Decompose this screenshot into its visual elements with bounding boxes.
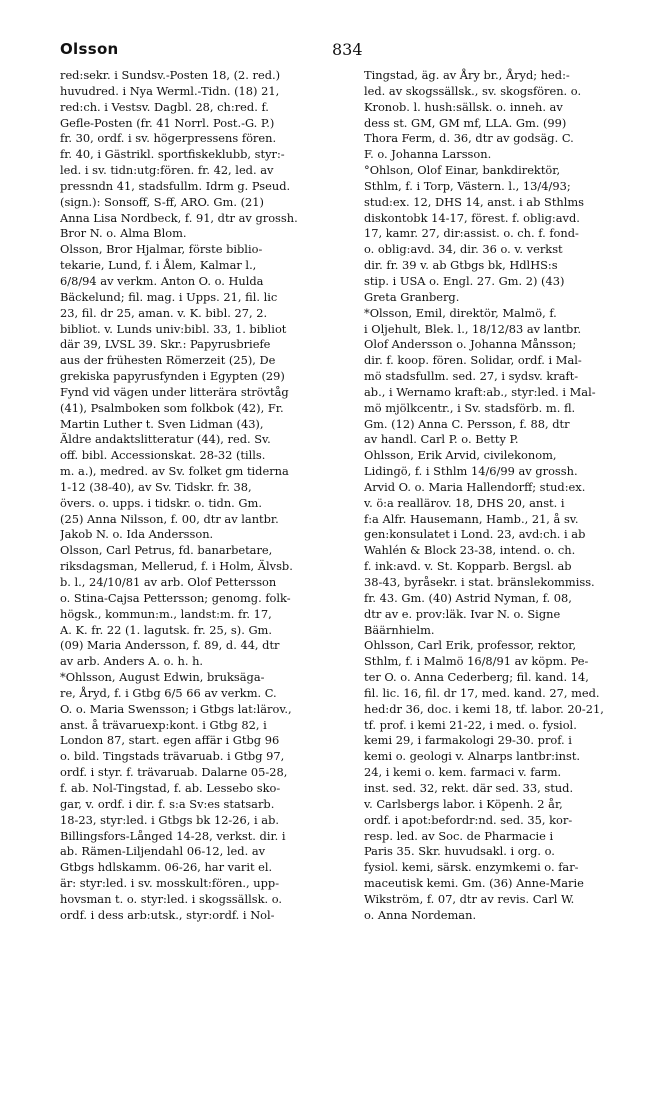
text-line: hed:dr 36, doc. i kemi 18, tf. labor. 20-21,	[364, 701, 604, 716]
text-line: gar, v. ordf. i dir. f. s:a Sv:es statsarb.	[60, 796, 275, 811]
text-line: f. ink:avd. v. St. Kopparb. Bergsl. ab	[364, 559, 572, 574]
text-line: Billingsfors-Långed 14-28, verkst. dir. i	[60, 828, 286, 843]
text-line: mö mjölkcentr., i Sv. stadsförb. m. fl.	[364, 400, 576, 415]
page-number: 834	[332, 40, 363, 59]
text-line: Gtbgs hdlskamm. 06-26, har varit el.	[60, 860, 273, 875]
text-line: grekiska papyrusfynden i Egypten (29)	[60, 369, 285, 384]
text-line: pressndn 41, stadsfullm. Idrm g. Pseud.	[60, 178, 291, 193]
text-line: av arb. Anders A. o. h. h.	[60, 654, 204, 669]
text-line: Sthlm, f. i Malmö 16/8/91 av köpm. Pe-	[364, 654, 589, 669]
text-line: red:sekr. i Sundsv.-Posten 18, (2. red.)	[60, 68, 281, 82]
text-line: Olsson, Carl Petrus, fd. banarbetare,	[60, 543, 273, 558]
text-line: v. Carlsbergs labor. i Köpenh. 2 år,	[364, 796, 563, 811]
text-line: där 39, LVSL 39. Skr.: Papyrusbriefe	[60, 337, 271, 352]
text-line: f:a Alfr. Hausemann, Hamb., 21, å sv.	[364, 511, 579, 526]
running-head: Olsson	[60, 40, 119, 58]
text-line: dir. f. koop. fören. Solidar, ordf. i Mal-	[364, 353, 582, 368]
text-line: aus der frühesten Römerzeit (25), De	[60, 353, 276, 368]
text-line: högsk., kommun:m., landst:m. fr. 17,	[60, 606, 272, 621]
text-line: 17, kamr. 27, dir:assist. o. ch. f. fond-	[364, 226, 579, 241]
text-line: A. K. fr. 22 (1. lagutsk. fr. 25, s). Gm.	[60, 622, 272, 637]
text-line: 1-12 (38-40), av Sv. Tidskr. fr. 38,	[60, 479, 252, 494]
text-line: kemi 29, i farmakologi 29-30. prof. i	[364, 733, 572, 748]
text-line: m. a.), medred. av Sv. folket gm tiderna	[60, 464, 289, 479]
text-line: Olsson, Bror Hjalmar, förste biblio-	[60, 242, 263, 257]
text-line: Äldre andaktslitteratur (44), red. Sv.	[60, 432, 271, 447]
text-line: riksdagsman, Mellerud, f. i Holm, Älvsb.	[60, 559, 293, 574]
text-line: (sign.): Sonsoff, S-ff, ARO. Gm. (21)	[60, 194, 264, 209]
text-line: Anna Lisa Nordbeck, f. 91, dtr av grossh.	[60, 210, 298, 225]
text-line: 23, fil. dr 25, aman. v. K. bibl. 27, 2.	[60, 305, 268, 320]
text-line: Tingstad, äg. av Åry br., Åryd; hed:-	[364, 68, 570, 82]
text-line: Bäckelund; fil. mag. i Upps. 21, fil. lic	[60, 289, 278, 304]
text-line: tekarie, Lund, f. i Ålem, Kalmar l.,	[60, 258, 257, 273]
text-line: i Oljehult, Blek. l., 18/12/83 av lantbr.	[364, 321, 582, 336]
text-line: är: styr:led. i sv. mosskult:fören., upp-	[60, 876, 280, 891]
text-line: ordf. i dess arb:utsk., styr:ordf. i Nol-	[60, 907, 275, 922]
text-line: huvudred. i Nya Werml.-Tidn. (18) 21,	[60, 83, 280, 98]
text-line: (09) Maria Andersson, f. 89, d. 44, dtr	[60, 638, 280, 653]
text-line: ter O. o. Anna Cederberg; fil. kand. 14,	[364, 670, 589, 685]
text-line: fil. lic. 16, fil. dr 17, med. kand. 27, med.	[364, 685, 600, 700]
text-line: Paris 35. Skr. huvudsakl. i org. o.	[364, 844, 555, 859]
text-line: 18-23, styr:led. i Gtbgs bk 12-26, i ab.	[60, 812, 279, 827]
text-line: o. Anna Nordeman.	[364, 907, 477, 922]
text-line: av handl. Carl P. o. Betty P.	[364, 432, 519, 447]
text-line: fr. 43. Gm. (40) Astrid Nyman, f. 08,	[364, 590, 572, 605]
text-line: b. l., 24/10/81 av arb. Olof Pettersson	[60, 575, 277, 589]
text-line: stud:ex. 12, DHS 14, anst. i ab Sthlms	[364, 194, 585, 209]
text-line: led. av skogssällsk., sv. skogsfören. o.	[364, 83, 582, 98]
text-line: London 87, start. egen affär i Gtbg 96	[60, 733, 280, 748]
text-line: anst. å trävaruexp:kont. i Gtbg 82, i	[60, 717, 267, 732]
text-line: Ohlsson, Erik Arvid, civilekonom,	[364, 448, 557, 463]
text-line: fr. 30, ordf. i sv. högerpressens fören.	[60, 131, 277, 146]
text-line: O. o. Maria Swensson; i Gtbgs lat:lärov.,	[60, 701, 292, 716]
text-line: re, Åryd, f. i Gtbg 6/5 66 av verkm. C.	[60, 685, 277, 700]
text-line: dir. fr. 39 v. ab Gtbgs bk, HdlHS:s	[364, 258, 558, 273]
text-line: °Ohlson, Olof Einar, bankdirektör,	[364, 163, 561, 178]
text-line: kemi o. geologi v. Alnarps lantbr:inst.	[364, 749, 581, 764]
text-line: Gm. (12) Anna C. Persson, f. 88, dtr	[364, 416, 570, 431]
text-line: 24, i kemi o. kem. farmaci v. farm.	[364, 765, 562, 780]
text-line: stip. i USA o. Engl. 27. Gm. 2) (43)	[364, 273, 565, 288]
text-line: tf. prof. i kemi 21-22, i med. o. fysiol.	[364, 717, 577, 732]
text-line: dtr av e. prov:läk. Ivar N. o. Signe	[364, 606, 561, 621]
text-line: ab. Rämen-Liljendahl 06-12, led. av	[60, 844, 266, 859]
text-line: o. bild. Tingstads trävaruab. i Gtbg 97,	[60, 749, 285, 764]
text-line: red:ch. i Vestsv. Dagbl. 28, ch:red. f.	[60, 99, 269, 114]
text-line: dess st. GM, GM mf, LLA. Gm. (99)	[364, 115, 567, 130]
text-line: ab., i Wernamo kraft:ab., styr:led. i Mal-	[364, 384, 596, 399]
text-line: off. bibl. Accessionskat. 28-32 (tills.	[60, 448, 266, 463]
text-line: Jakob N. o. Ida Andersson.	[60, 527, 214, 542]
text-line: led. i sv. tidn:utg:fören. fr. 42, led. av	[60, 163, 274, 178]
text-line: Fynd vid vägen under litterära strövtåg	[60, 384, 289, 399]
text-line: Lidingö, f. i Sthlm 14/6/99 av grossh.	[364, 464, 578, 479]
text-line: ordf. i apot:befordr:nd. sed. 35, kor-	[364, 812, 573, 827]
left-column	[60, 68, 350, 924]
text-line: 6/8/94 av verkm. Anton O. o. Hulda	[60, 273, 264, 288]
text-line: Arvid O. o. Maria Hallendorff; stud:ex.	[364, 479, 586, 494]
text-line: övers. o. upps. i tidskr. o. tidn. Gm.	[60, 495, 262, 510]
text-line: resp. led. av Soc. de Pharmacie i	[364, 828, 554, 843]
text-line: Martin Luther t. Sven Lidman (43),	[60, 416, 264, 431]
text-line: v. ö:a reallärov. 18, DHS 20, anst. i	[364, 495, 565, 510]
text-line: o. oblig:avd. 34, dir. 36 o. v. verkst	[364, 242, 563, 257]
text-line: mö stadsfullm. sed. 27, i sydsv. kraft-	[364, 369, 579, 384]
text-line: hovsman t. o. styr:led. i skogssällsk. o.	[60, 891, 282, 906]
text-line: bibliot. v. Lunds univ:bibl. 33, 1. bibliot	[60, 321, 287, 336]
text-line: Ohlsson, Carl Erik, professor, rektor,	[364, 638, 577, 653]
text-line: Olof Andersson o. Johanna Månsson;	[364, 337, 577, 352]
text-line: 38-43, byråsekr. i stat. bränslekommiss.	[364, 575, 595, 589]
text-line: o. Stina-Cajsa Pettersson; genomg. folk-	[60, 590, 291, 605]
text-line: f. ab. Nol-Tingstad, f. ab. Lessebo sko-	[60, 780, 281, 795]
text-line: *Olsson, Emil, direktör, Malmö, f.	[364, 305, 557, 320]
text-line: Wahlén & Block 23-38, intend. o. ch.	[364, 543, 576, 558]
text-line: Bror N. o. Alma Blom.	[60, 226, 187, 241]
text-line: fr. 40, i Gästrikl. sportfiskeklubb, styr:-	[60, 147, 285, 162]
text-line: inst. sed. 32, rekt. där sed. 33, stud.	[364, 780, 574, 795]
text-line: (25) Anna Nilsson, f. 00, dtr av lantbr.	[60, 511, 279, 526]
right-column	[364, 68, 654, 924]
text-line: Bäärnhielm.	[364, 622, 435, 637]
text-line: *Ohlsson, August Edwin, bruksäga-	[60, 670, 265, 685]
text-line: Greta Granberg.	[364, 289, 460, 304]
text-line: Kronob. l. hush:sällsk. o. inneh. av	[364, 99, 563, 114]
text-line: fysiol. kemi, särsk. enzymkemi o. far-	[364, 860, 579, 875]
text-line: ordf. i styr. f. trävaruab. Dalarne 05-28,	[60, 765, 288, 780]
text-line: diskontobk 14-17, förest. f. oblig:avd.	[364, 210, 580, 225]
text-line: Gefle-Posten (fr. 41 Norrl. Post.-G. P.)	[60, 115, 275, 130]
text-line: (41), Psalmboken som folkbok (42), Fr.	[60, 400, 284, 415]
text-line: F. o. Johanna Larsson.	[364, 147, 492, 162]
text-line: Sthlm, f. i Torp, Västern. l., 13/4/93;	[364, 178, 571, 193]
text-line: gen:konsulatet i Lond. 23, avd:ch. i ab	[364, 527, 586, 542]
text-line: Wikström, f. 07, dtr av revis. Carl W.	[364, 891, 575, 906]
text-line: maceutisk kemi. Gm. (36) Anne-Marie	[364, 876, 584, 891]
text-line: Thora Ferm, d. 36, dtr av godsäg. C.	[364, 131, 574, 146]
